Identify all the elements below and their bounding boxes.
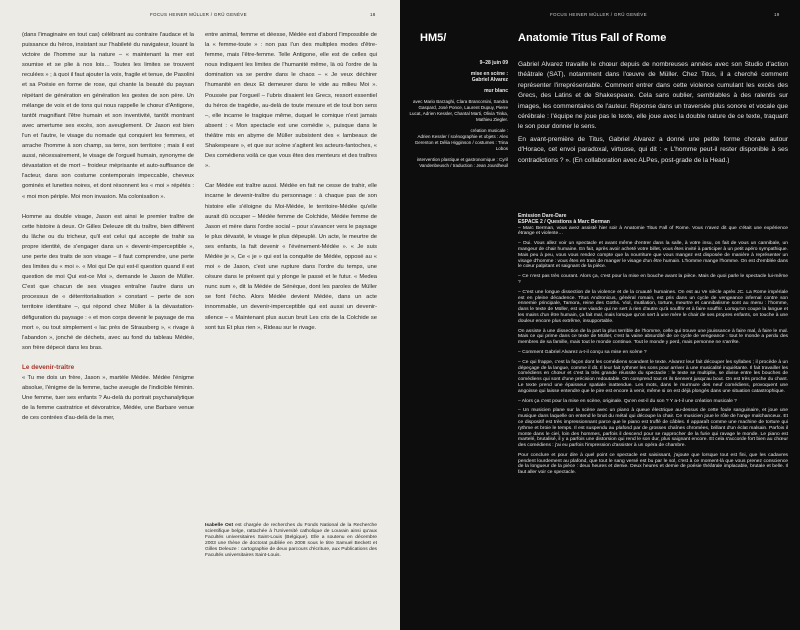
interview-paragraph: – Ce n'est pas très courant. Alors ça, c'est pour la mise en bouche avant la pièce. Mais de quoi parle le spectacle lui-même ? (518, 274, 788, 285)
running-header: FOCUS HEINER MÜLLER / GRÜ GENÈVE (150, 12, 247, 17)
director-name: Gabriel Alvarez (471, 77, 508, 83)
credits-column (408, 60, 508, 169)
right-page (400, 0, 800, 630)
creation-label: création musicale : (470, 128, 508, 133)
interview-paragraph: – Comment Gabriel Alvarez a-t-il conçu sa mise en scène ? (518, 349, 647, 355)
show-code: HM5/ (420, 32, 447, 44)
paragraph: (dans l'imaginaire en tout cas) célébrant au contraire l'audace et la puissance du héros, insistant sur l'habileté du navigateur, louant la victoire de l'homme sur la nature – « maintenant la mer est soumise et se plie à nos lois… Toutes les limites se trouvent reculées » ; à quoi il faut ajouter la voix, fragile et tenue, de Pasolini et sa Poésie en forme de rose, qui chante la beauté du paysan répétant de génération en génération les gestes de son père. Un mélange de voix et de tons qui nous rappelle le chœur d'Antigone, tantôt magnifiant l'être humain et son inventivité, tantôt montrant avec amertume ses excès, son aveuglement. Or Jason est bien l'un et l'autre, le visage du nomade qui conquiert les femmes, et arrache l'homme à son champ, sa terre, son territoire ; mais il est aussi, nécessairement, le visage de l'orgueil humain, synonyme de dévastation et de mort – froideur méprisante et auto-suffisance de l'acteur, dans son costume contemporain impeccable, cheveux gominés et lunettes noires, et dont résonnent les « moi » répétés : « moi mon périple. Moi mon invasion. Ma colonisation ». (22, 32, 194, 200)
intro-text (518, 60, 788, 168)
intervention-credits: intervention plastique et gastronomique : Cyril Vandenbeusch / traduction : Jean Jourdheuil (416, 157, 508, 168)
column-2 (205, 30, 377, 343)
section-heading: Le devenir-traître (22, 363, 75, 371)
interview-paragraph: – Alors ça c'est pour la mise en scène, originale. Qu'en est-il du son ? Y a-t-il une création musicale ? (518, 398, 737, 404)
company-name: mur blanc (484, 88, 508, 94)
interview-paragraph: Pour conclure et pour dire à quel point ce spectacle est saisissant, j'ajoute que lorsque tout est fini, que les cadavres pendent lourdement au plafond, que tout le sang versé est bu par le sol, c'est à ce moment-là que vous prenez conscience de la longueur de la pièce : deux heures et demie. Deux heures et demie de poésie théâtrale implacable, brutale et belle. Il faut aller voir ce spectacle. (518, 452, 788, 476)
interview-paragraph: – Un musicien plane sur la scène avec un piano à queue électrique au-dessus de cette foule sanguinaire, et joue une musique dans laquelle on entend le bruit du métal qui découpe la chair. Ce musicien joue le rôle de l'ange malchanceux. Et ce dispositif est très impressionnant parce que le piano est truffé de câbles. Il apparaît comme une machine de torture qui rythme et broie le temps. Il est suspendu au plafond par de grosses chaînes chromées, brillant d'un éclat malsain. Parfois il monte dans le ciel, loin des hommes, parfois il descend pour se rapprocher de la furie qui ravage le monde. Le piano est martelé, brutalisé, il y a parfois une distorsion qui rend le son dur, plus saignant encore. Et cela s'accorde fort bien au chœur des comédiens : j'ai eu parfois l'impression d'assister à un opéra de chambre. (518, 408, 788, 449)
author-bio-text: est chargée de recherches du Fonds National de la Recherche scientifique belge, rattachée à l'Université catholique de Louvain ainsi qu'aux Facultés universitaires Saint-Louis (Belgique). Elle a soutenu en décembre 2003 une thèse de doctorat publiée en 2008 sous le titre Samuel Beckett et Gilles Deleuze : cartographie de deux parcours d'écriture, aux Publications des Facultés universitaires Saint-Louis. (205, 523, 377, 559)
author-bio (205, 523, 377, 560)
author-name: Isabelle Ost (205, 523, 234, 528)
interview-paragraph: – Oui. Vous allez voir un spectacle et avant même d'entrer dans la salle, à votre insu, on fait de vous un cannibale, un mangeur de chair humaine. En fait, après avoir acheté votre billet, vous êtes invité à participer à un petit apéro sympathique. Mais peu à peu, vous vous rendez compte que la nourriture que vous mangez est disposée de manière à représenter un visage d'homme : vous êtes en train de manger le visage d'un être humain. L'homme mange l'homme. On est d'emblée dans le cœur palpitant et saignant de la pièce. (518, 241, 788, 270)
paragraph: Gabriel Alvarez travaille le chœur depuis de nombreuses années avec son Studio d'action théâtrale (SAT), notamment dans l'œuvre de Müller. Chez Titus, il a cherché comment représenter l'irreprésentable. Comment entrer dans cette violence cumulant les excès des Grecs, des Latins et de Shakespeare. Cela sans oublier, semblables à des ralentis sur images, les commentaires de l'auteur. Réponse dans un traversée plus sonore et vocale que cérébrale : l'équipe ne joue pas le texte, elle joue avec la double nature de ce texte, traquant le son pour donner le sens. (518, 61, 788, 131)
show-dates: 9–28 juin 09 (479, 60, 508, 66)
page-number: 19 (774, 12, 780, 17)
running-header: FOCUS HEINER MÜLLER / GRÜ GENÈVE (550, 12, 647, 17)
interview-subheading: ESPACE 2 / Questions à Marc Berman (518, 218, 610, 225)
interview-heading: Emission Dare-Dare (518, 213, 567, 219)
paragraph: En avant-première de Titus, Gabriel Alvarez a donné une petite forme chorale autour d'Horace, cet envoi paradoxal, virtuose, qui dit : « L'homme peut-il rester disponible à ses contradictions ? ». (En collaboration avec ALPes, post-grade de la Head.) (518, 135, 788, 164)
paragraph: Car Médée est traître aussi. Médée en fait ne cesse de trahir, elle incarne le devenir-traître du personnage : à chaque pas de son histoire elle s'éloigne du Moi-Médée, le territoire-Médée qu'elle aurait dû occuper – Médée femme de Colchide, Médée femme de Jason et mère dans l'ordre social – pour s'avancer vers le paysage le plus dévasté, le visage le plus dépeuplé. Un acte, le meurtre de ses enfants, la fait devenir « l'événement-Médée ». « Je suis Médée je », Ce « je » qui est la conquête de Médée, opposé au « moi » de Jason, c'est une rupture dans l'ordre du temps, une césure dans le présent qui y plonge le passé et le futur. « Medea nunc sum », dit la Médée de Sénèque, dont les paroles de Müller se font l'écho. Alors Médée devient Médée, dans un acte innommable, un devenir-imperceptible qui est aussi un devenir-silence – « Maintenant plus aucun bruit Les cris de la Colchide se sont tus Et plus rien », Rideau sur le rivage. (205, 183, 377, 331)
interview-paragraph: – Marc Berman, vous avez assisté hier soir à Anatomie Titus Fall of Rome. Vous n'avez dit que c'était une expérience étrange et violente… (518, 225, 788, 237)
page-number: 18 (370, 12, 376, 17)
creation-credits: Adrien Kessler / scénographie et objets : Alex Gerenton et Délia Higginson / costumes : Trina Lobos (414, 134, 508, 151)
paragraph: entre animal, femme et déesse, Médée est d'abord l'impossible de la « femme-toute » : non pas l'un des multiples modes d'être-femme, mais l'être-femme. Telle Antigone, elle est de celles qui nous indiquent les limites de l'humanité même, là où l'ordre de la domination va se perdre dans le chaos – « Je veux déchirer l'humanité en deux Et demeurer dans le vide au milieu Moi ». Poussée par l'orgueil – l'ubris disaient les Grecs, ressort essentiel du héros de tragédie, au-delà de toute mesure et de tout bon sens –, elle incarne le tragique même, duquel le comique n'est jamais absent : « Mon spectacle est une comédie », puisque dans le théâtre mis en abyme de Müller subsistent des « lambeaux de Shakespeare », et que sur scène s'agitent les acteurs-fantoches, « Des comédiens voilà ce que vous êtes des menteurs et des traîtres ». (205, 32, 377, 170)
show-title: Anatomie Titus Fall of Rome (518, 32, 667, 44)
interview-paragraph: – C'est une longue dissection de la violence et de la cruauté humaines. On est au Ve siècle après JC. La Rome impériale est en pleine décadence. Titus Andronicus, général romain, est pris dans un cycle de vengeance infernal contre son ennemie principale, Tamora, reine des Goths. Viol, mutilation, torture, meurtre et cannibalisme sont au menu : l'homme, dans le texte de Müller, est une viande qui ne sert à rien d'autre qu'à souffrir et à faire souffrir. Lorsqu'on coupe la langue et les mains d'un être humain, ça fait mal, mais lorsque qu'on sert à une mère le chair de ses propres enfants, on touche à une douleur encore plus extrême, insupportable. (518, 289, 788, 324)
interview-paragraph: – Ce qui frappe, c'est la façon dont les comédiens scandent le texte. Alvarez leur fait découper les syllabes ; il procède à un dépeçage de la langue, comme il dit. Il leur fait rythmer les sons pour arriver à une musicalité inquiétante. Il fait travailler les comédiens en chœur et c'est la très grande réussite du spectacle : le texte se multiplie, se divise entre les bouches de comédiens qui sont d'une précision redoutable. On comprend tout et ils tiennent jusqu'au bout. On est très proche du chant. Le texte prend une épaisseur spatiale inattendue. Les mots, dans le murmure des neuf comédiens, provoquent une angoisse qui laisse entendre que le pire est encore à venir, même si on est déjà plongés dans une situation catastrophique. (518, 359, 788, 394)
paragraph: « Tu me dois un frère, Jason », martèle Médée. Médée l'énigme absolue, l'énigme de la femme, tache aveugle de l'indicible féminin. Une femme, tuer ses enfants ? Au-delà du portrait psychanalytique de la femme castratrice et dévoratrice, Médée, une Barbare venue de ces contrées d'au-delà de la mer, (22, 375, 194, 422)
cast-list: avec Mario Barzaghi, Clara Brancorsini, Sandra Gaspard, José Ponce, Laurent Dupuy, Pierre Lucat, Adrien Kessler, Chantal Marti, Olivia Tinka, Mathieu Ziegler. (409, 99, 508, 122)
interview (518, 214, 788, 480)
column-1 (22, 30, 194, 433)
staging-label: mise en scène : (470, 71, 508, 77)
interview-paragraph: On assiste à une dissection de la part la plus terrible de l'homme, celle qui trouve une jouissance à faire mal, à faire le mal. Mais ce qui prime dans ce texte de Müller, c'est la vaine absurdité de ce cycle de vengeance : tout le monde a perdu des membres de sa famille, mais tout le monde continue. Tout le monde y perd, mais personne ne s'arrête. (518, 328, 788, 346)
paragraph: Homme au double visage, Jason est ainsi le premier traître de cette histoire à deux. Or Gilles Deleuze dit du traître, bien différent du lâche ou du tricheur, qu'il est celui qui accepte de trahir sa propre identité, de s'engager dans un « devenir-imperceptible », une perte des traits de son visage – il faut comprendre, une perte des limites du « moi ». « Moi qui De qui est-il question quand il est question de moi Qui est-ce Moi », demande le Jason de Müller. C'est que chacun de ses visages entraîne l'autre dans un processus de « déterritorialisation » constant – perte de son territoire identitaire –, qui répond chez Müller à la dévastation-défiguration du paysage : « et mon corps devenir le paysage de ma mort », ou tout simplement « lac près de Strausberg », « rivage à l'abandon », jonché de déchets, avec au fond du tableau Médée, son frère dépecé dans les bras. (22, 213, 194, 351)
